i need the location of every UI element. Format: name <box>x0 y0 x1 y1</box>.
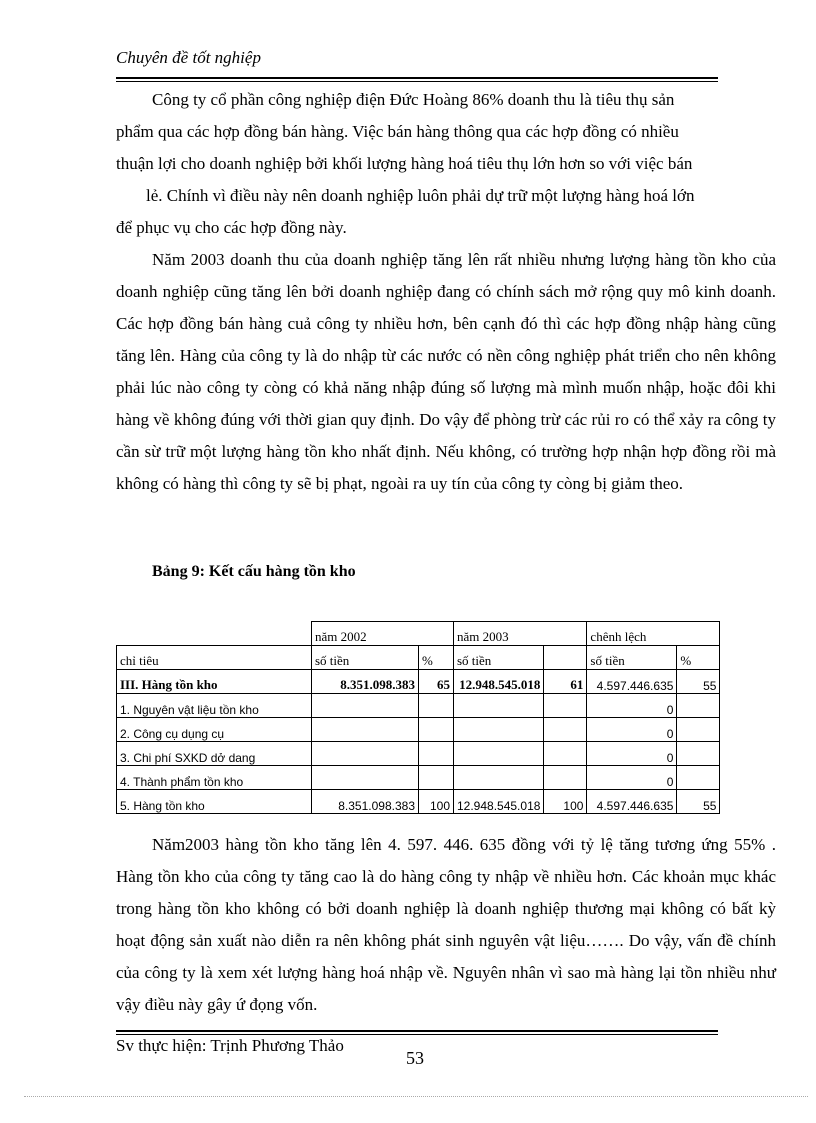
row-item: 1. Nguyên vật liệu tồn kho <box>117 694 312 718</box>
body-text-bottom <box>116 829 776 1021</box>
table-row <box>117 718 720 742</box>
header-amount-2002: số tiền <box>312 646 419 670</box>
table-header-row-1 <box>117 622 720 646</box>
paragraph-1-line-1: Công ty cổ phần công nghiệp điện Đức Hoàng 86% doanh thu là tiêu thụ sản <box>152 90 675 109</box>
row-amount-2002 <box>312 742 419 766</box>
row-amount-2002 <box>312 718 419 742</box>
row-pct-2003: 100 <box>544 790 587 814</box>
row-pct-diff <box>677 718 720 742</box>
row-amount-diff: 4.597.446.635 <box>587 670 677 694</box>
row-amount-diff: 4.597.446.635 <box>587 790 677 814</box>
row-amount-diff: 0 <box>587 742 677 766</box>
page-header-title: Chuyên đề tốt nghiệp <box>116 48 261 67</box>
row-pct-diff <box>677 694 720 718</box>
row-pct-2003 <box>544 718 587 742</box>
row-pct-2003 <box>544 742 587 766</box>
header-pct-2003 <box>544 646 587 670</box>
row-pct-2003: 61 <box>544 670 587 694</box>
row-pct-diff: 55 <box>677 790 720 814</box>
row-pct-2002: 65 <box>419 670 454 694</box>
header-year-2002: năm 2002 <box>312 622 454 646</box>
row-amount-diff: 0 <box>587 694 677 718</box>
header-divider <box>116 77 718 82</box>
row-amount-diff: 0 <box>587 718 677 742</box>
row-pct-diff: 55 <box>677 670 720 694</box>
row-pct-diff <box>677 742 720 766</box>
row-item: III. Hàng tồn kho <box>117 670 312 694</box>
row-amount-2003 <box>454 742 544 766</box>
header-empty-cell <box>117 622 312 646</box>
row-amount-2002 <box>312 694 419 718</box>
page-edge-divider <box>24 1096 808 1097</box>
row-amount-2003 <box>454 694 544 718</box>
row-item: 5. Hàng tồn kho <box>117 790 312 814</box>
row-amount-2003: 12.948.545.018 <box>454 790 544 814</box>
row-pct-2002 <box>419 718 454 742</box>
header-item: chỉ tiêu <box>117 646 312 670</box>
row-pct-diff <box>677 766 720 790</box>
header-year-2003: năm 2003 <box>454 622 587 646</box>
row-pct-2002 <box>419 742 454 766</box>
table-row <box>117 694 720 718</box>
footer-author: Sv thực hiện: Trịnh Phương Thảo <box>116 1036 344 1055</box>
table-title: Bảng 9: Kết cấu hàng tồn kho <box>152 563 356 580</box>
row-item: 3. Chi phí SXKD dở dang <box>117 742 312 766</box>
table-row <box>117 670 720 694</box>
table-header-row-2 <box>117 646 720 670</box>
row-pct-2002 <box>419 766 454 790</box>
row-pct-2003 <box>544 694 587 718</box>
inventory-table <box>116 621 720 814</box>
row-amount-2002 <box>312 766 419 790</box>
paragraph-3: Năm2003 hàng tồn kho tăng lên 4. 597. 446. 635 đồng với tỷ lệ tăng tương ứng 55% . Hàng tồn kho của công ty tăng cao là do hàng công ty nhập về nhiều hơn. Các khoản mục khác trong hàng tồn kho không có bởi doanh nghiệp là doanh nghiệp thương mại không có bất kỳ hoạt động sản xuất nào diễn ra nên không phát sinh nguyên vật liệu……. Do vậy, vấn đề chính của công ty là xem xét lượng hàng hoá nhập về. Nguyên nhân vì sao mà hàng lại tồn nhiều như vậy điều này gây ứ đọng vốn. <box>116 835 776 1014</box>
row-pct-2002 <box>419 694 454 718</box>
row-amount-2002: 8.351.098.383 <box>312 670 419 694</box>
header-pct-2002: % <box>419 646 454 670</box>
header-amount-2003: số tiền <box>454 646 544 670</box>
paragraph-1-line-2: phẩm qua các hợp đồng bán hàng. Việc bán hàng thông qua các hợp đồng có nhiều <box>116 122 679 141</box>
row-amount-2003: 12.948.545.018 <box>454 670 544 694</box>
table-row <box>117 790 720 814</box>
row-amount-2003 <box>454 766 544 790</box>
header-pct-diff: % <box>677 646 720 670</box>
row-pct-2003 <box>544 766 587 790</box>
table-row <box>117 766 720 790</box>
table-row <box>117 742 720 766</box>
paragraph-1-line-4: lẻ. Chính vì điều này nên doanh nghiệp luôn phải dự trữ một lượng hàng hoá lớn <box>146 186 695 205</box>
row-amount-2003 <box>454 718 544 742</box>
header-difference: chênh lệch <box>587 622 720 646</box>
body-text-top <box>116 84 776 500</box>
row-item: 4. Thành phẩm tồn kho <box>117 766 312 790</box>
row-amount-diff: 0 <box>587 766 677 790</box>
paragraph-1-line-5: để phục vụ cho các hợp đồng này. <box>116 218 347 237</box>
page-number: 53 <box>406 1048 424 1068</box>
footer-divider <box>116 1030 718 1035</box>
paragraph-2: Năm 2003 doanh thu của doanh nghiệp tăng lên rất nhiều nhưng lượng hàng tồn kho của doanh nghiệp cũng tăng lên bởi doanh nghiệp đang có chính sách mở rộng quy mô kinh doanh. Các hợp đồng bán hàng cuả công ty nhiều hơn, bên cạnh đó thì các hợp đồng nhập hàng cũng tăng lên. Hàng của công ty là do nhập từ các nước có nền công nghiệp phát triển cho nên không phải lúc nào công ty còng có khả năng nhập đúng số lượng mà mình muốn nhập, hoặc đôi khi hàng về không đúng với thời gian quy định. Do vậy để phòng trừ các rủi ro có thể xảy ra công ty cần sừ trữ một lượng hàng tồn kho nhất định. Nếu không, có trường hợp nhận hợp đồng rồi mà không có hàng thì công ty sẽ bị phạt, ngoài ra uy tín của công ty còng bị giảm theo. <box>116 250 776 493</box>
header-amount-diff: số tiền <box>587 646 677 670</box>
row-item: 2. Công cụ dụng cụ <box>117 718 312 742</box>
row-amount-2002: 8.351.098.383 <box>312 790 419 814</box>
paragraph-1-line-3: thuận lợi cho doanh nghiệp bởi khối lượng hàng hoá tiêu thụ lớn hơn so với việc bán <box>116 154 693 173</box>
row-pct-2002: 100 <box>419 790 454 814</box>
